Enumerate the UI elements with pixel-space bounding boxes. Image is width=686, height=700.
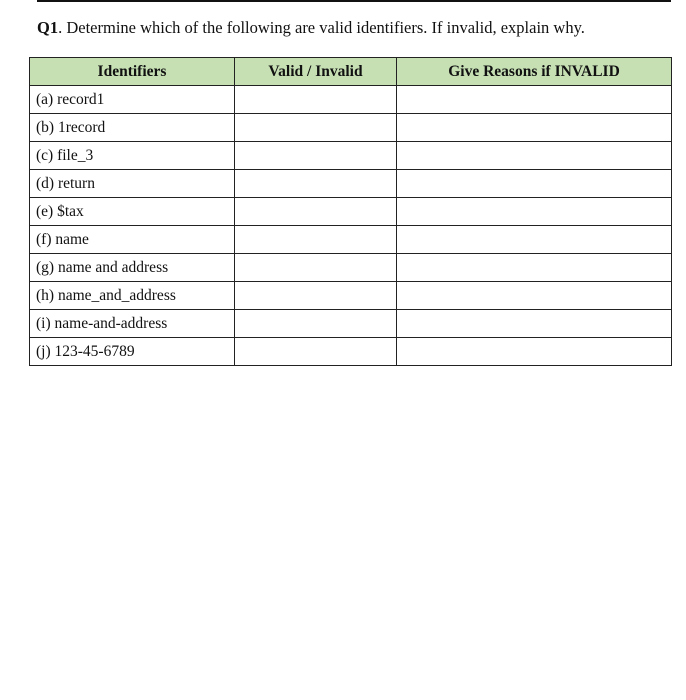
identifier-cell: (c) file_3 [30, 142, 235, 170]
identifier-cell: (b) 1record [30, 114, 235, 142]
valid-invalid-cell[interactable] [235, 282, 397, 310]
question-number: Q1 [37, 18, 59, 37]
reason-cell[interactable] [397, 310, 672, 338]
valid-invalid-cell[interactable] [235, 338, 397, 366]
question-text: . Determine which of the following are valid identifiers. If invalid, explain why. [58, 18, 585, 37]
top-divider [37, 0, 671, 2]
valid-invalid-cell[interactable] [235, 170, 397, 198]
table-row [30, 226, 672, 254]
identifier-cell: (e) $tax [30, 198, 235, 226]
table-row [30, 170, 672, 198]
table-row [30, 338, 672, 366]
reason-cell[interactable] [397, 282, 672, 310]
reason-cell[interactable] [397, 170, 672, 198]
header-reasons: Give Reasons if INVALID [397, 58, 672, 86]
identifier-cell: (d) return [30, 170, 235, 198]
reason-cell[interactable] [397, 114, 672, 142]
identifier-cell: (f) name [30, 226, 235, 254]
identifier-cell: (g) name and address [30, 254, 235, 282]
valid-invalid-cell[interactable] [235, 86, 397, 114]
table-row [30, 254, 672, 282]
valid-invalid-cell[interactable] [235, 142, 397, 170]
identifier-cell: (i) name-and-address [30, 310, 235, 338]
identifiers-table [29, 57, 672, 366]
table-header-row [30, 58, 672, 86]
reason-cell[interactable] [397, 254, 672, 282]
table-row [30, 86, 672, 114]
valid-invalid-cell[interactable] [235, 226, 397, 254]
header-identifiers: Identifiers [30, 58, 235, 86]
table-row [30, 114, 672, 142]
table-row [30, 310, 672, 338]
identifier-cell: (j) 123-45-6789 [30, 338, 235, 366]
reason-cell[interactable] [397, 86, 672, 114]
valid-invalid-cell[interactable] [235, 254, 397, 282]
reason-cell[interactable] [397, 226, 672, 254]
table-row [30, 282, 672, 310]
valid-invalid-cell[interactable] [235, 114, 397, 142]
reason-cell[interactable] [397, 338, 672, 366]
valid-invalid-cell[interactable] [235, 310, 397, 338]
identifier-cell: (h) name_and_address [30, 282, 235, 310]
table-row [30, 142, 672, 170]
header-valid-invalid: Valid / Invalid [235, 58, 397, 86]
table-row [30, 198, 672, 226]
reason-cell[interactable] [397, 142, 672, 170]
reason-cell[interactable] [397, 198, 672, 226]
valid-invalid-cell[interactable] [235, 198, 397, 226]
question-prompt [37, 18, 585, 38]
identifier-cell: (a) record1 [30, 86, 235, 114]
